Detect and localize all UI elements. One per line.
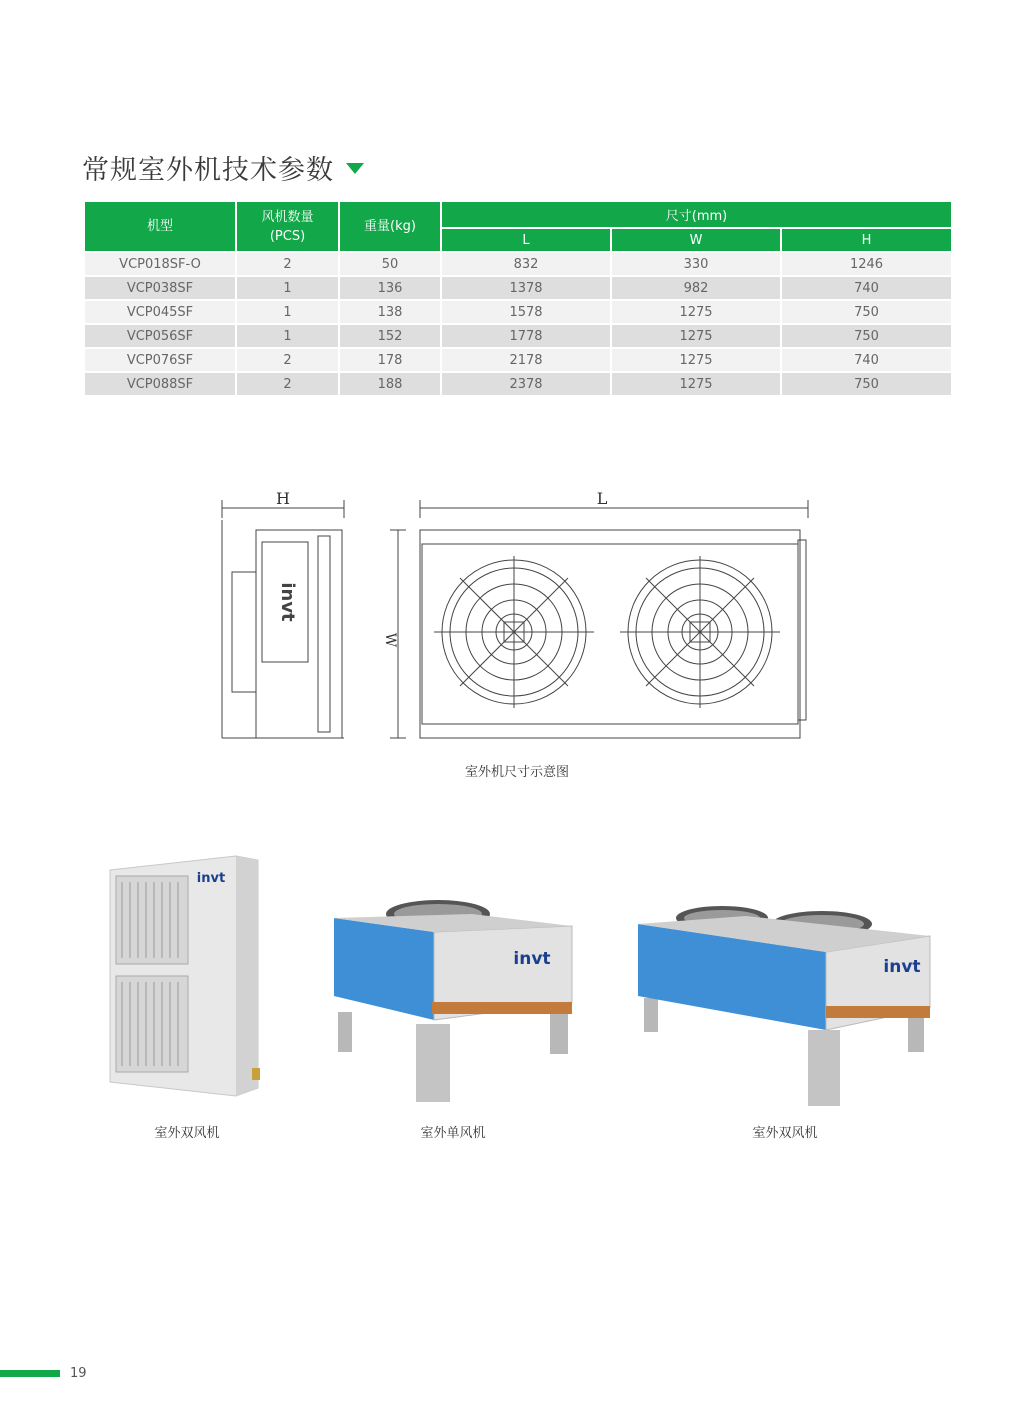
cell-w: 330 xyxy=(612,251,780,275)
dimension-drawing xyxy=(210,480,820,750)
cell-model: VCP018SF-O xyxy=(85,251,235,275)
cell-weight: 50 xyxy=(340,251,440,275)
table-row xyxy=(85,275,951,299)
table-row xyxy=(85,299,951,323)
cell-h: 750 xyxy=(782,299,951,323)
cell-fans: 2 xyxy=(237,371,338,395)
cell-weight: 136 xyxy=(340,275,440,299)
photo1-caption: 室外双风机 xyxy=(154,1126,220,1141)
header-fans-label: 风机数量 xyxy=(261,209,314,225)
cell-fans: 2 xyxy=(237,251,338,275)
cell-w: 1275 xyxy=(612,323,780,347)
page-title: 常规室外机技术参数 xyxy=(82,155,334,186)
cell-l: 1378 xyxy=(442,275,610,299)
cell-h: 750 xyxy=(782,371,951,395)
drawing-brand-logo: invt xyxy=(277,582,298,622)
cell-model: VCP045SF xyxy=(85,299,235,323)
cell-w: 1275 xyxy=(612,371,780,395)
cell-weight: 152 xyxy=(340,323,440,347)
triangle-down-icon xyxy=(346,163,364,174)
cell-l: 1578 xyxy=(442,299,610,323)
dim-label-h: H xyxy=(276,489,290,508)
cell-fans: 2 xyxy=(237,347,338,371)
cell-l: 1778 xyxy=(442,323,610,347)
cell-h: 750 xyxy=(782,323,951,347)
cell-fans: 1 xyxy=(237,299,338,323)
header-l: L xyxy=(442,227,610,251)
photo3-brand-logo: invt xyxy=(883,957,921,977)
cell-w: 1275 xyxy=(612,299,780,323)
photo2-brand-logo: invt xyxy=(513,949,551,969)
cell-h: 740 xyxy=(782,275,951,299)
cell-model: VCP088SF xyxy=(85,371,235,395)
cell-model: VCP076SF xyxy=(85,347,235,371)
cell-weight: 138 xyxy=(340,299,440,323)
table-row xyxy=(85,347,951,371)
header-model: 机型 xyxy=(85,202,235,251)
cell-w: 1275 xyxy=(612,347,780,371)
cell-h: 1246 xyxy=(782,251,951,275)
cell-l: 2178 xyxy=(442,347,610,371)
photo2-caption: 室外单风机 xyxy=(420,1126,486,1141)
header-w: W xyxy=(612,227,780,251)
table-row xyxy=(85,323,951,347)
cell-weight: 178 xyxy=(340,347,440,371)
table-row xyxy=(85,371,951,395)
outdoor-unit-double-fan-photo xyxy=(636,902,932,1108)
page-title-block xyxy=(82,148,364,187)
cell-h: 740 xyxy=(782,347,951,371)
cell-l: 832 xyxy=(442,251,610,275)
outdoor-unit-vertical-photo xyxy=(106,852,268,1104)
header-fans-unit: (PCS) xyxy=(269,228,306,244)
page-number: 19 xyxy=(70,1366,87,1381)
cell-fans: 1 xyxy=(237,275,338,299)
drawing-caption: 室外机尺寸示意图 xyxy=(464,765,569,780)
header-size: 尺寸(mm) xyxy=(442,202,951,227)
dim-label-l: L xyxy=(596,489,608,508)
cell-w: 982 xyxy=(612,275,780,299)
cell-model: VCP056SF xyxy=(85,323,235,347)
header-fans xyxy=(237,202,338,251)
spec-table xyxy=(83,202,953,395)
table-row xyxy=(85,251,951,275)
cell-fans: 1 xyxy=(237,323,338,347)
header-weight: 重量(kg) xyxy=(340,202,440,251)
cell-model: VCP038SF xyxy=(85,275,235,299)
header-h: H xyxy=(782,227,951,251)
photo3-caption: 室外双风机 xyxy=(752,1126,818,1141)
cell-l: 2378 xyxy=(442,371,610,395)
photo1-brand-logo: invt xyxy=(196,871,226,886)
footer-accent-bar xyxy=(0,1370,60,1377)
dim-label-w: W xyxy=(382,632,398,648)
outdoor-unit-single-fan-photo xyxy=(332,892,576,1106)
cell-weight: 188 xyxy=(340,371,440,395)
